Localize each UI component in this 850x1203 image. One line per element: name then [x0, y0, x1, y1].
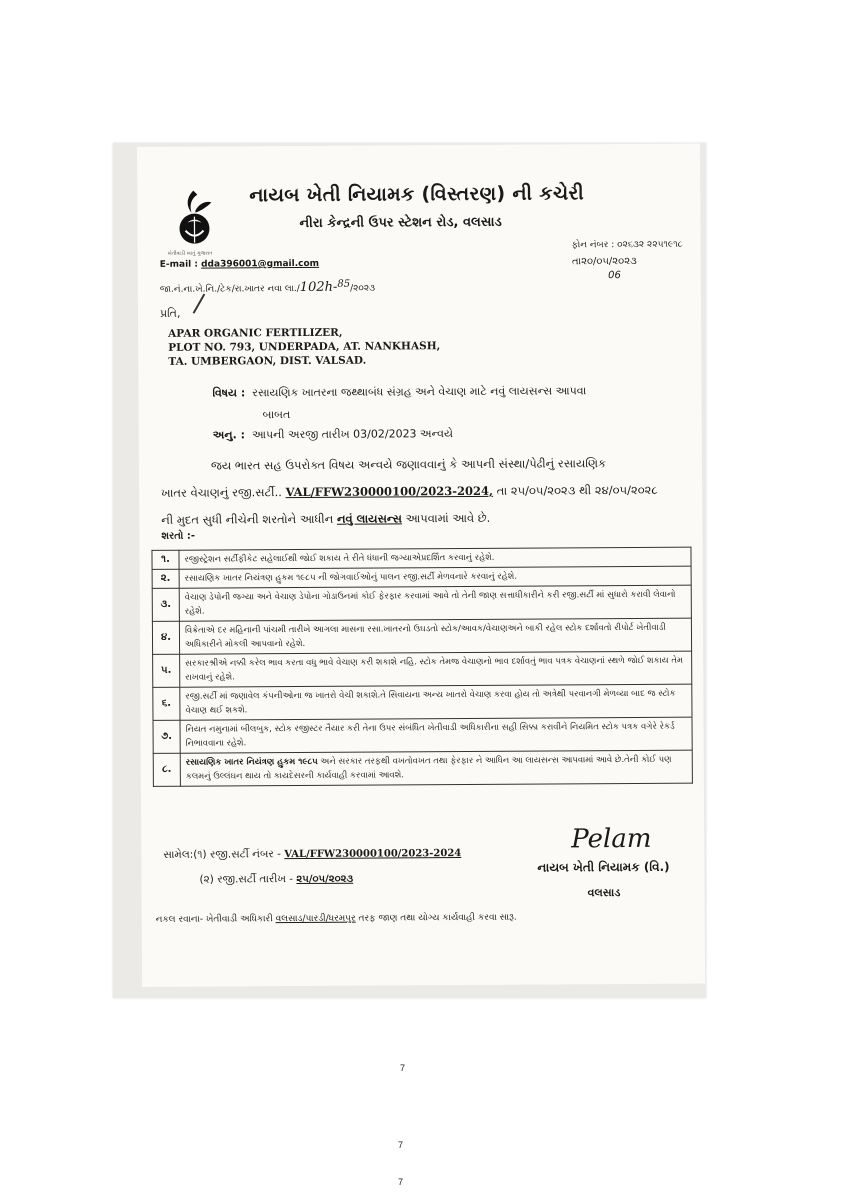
condition-number: ૪. — [152, 621, 179, 654]
page-number: 7 — [400, 1063, 406, 1073]
addressee-block — [168, 325, 440, 369]
condition-number: ૧. — [152, 550, 179, 569]
enclosures-block — [163, 841, 461, 893]
body-text: આપવામાં આવે છે. — [401, 510, 491, 526]
body-line-2 — [161, 477, 691, 507]
logo-caption: ખેતીવાડી ખાતું ગુજરાત — [167, 250, 213, 257]
body-paragraph — [161, 450, 691, 534]
enclosure-value: ૨૫/૦૫/૨૦૨૩ — [296, 873, 354, 886]
enclosure-value: VAL/FFW230000100/2023-2024 — [284, 848, 462, 861]
certificate-number: VAL/FFW230000100/2023-2024, — [285, 483, 494, 500]
copy-offices: વલસાડ/પારડી/ધરમપુર — [275, 913, 356, 925]
copy-suffix: તરફ જાણ તથા યોગ્ય કાર્યવાહી કરવા સારૂ. — [355, 912, 517, 924]
reference-label: અનુ. : — [212, 428, 246, 442]
handwritten-signature: Pelam — [571, 823, 652, 855]
to-label: પ્રતિ, — [159, 306, 181, 320]
scanned-letter — [113, 143, 706, 998]
phone-number: ફોન નંબર : ૦૨૬૩૨ ૨૨૫૧૯૧૮ — [571, 239, 683, 251]
enclosure-label: સામેલ:(૧) રજી.સર્ટી નંબર - — [163, 848, 285, 861]
office-title: નાયબ ખેતી નિયામક (વિસ્તરણ) ની કચેરી — [249, 182, 585, 207]
copy-forwarded-line — [156, 913, 517, 925]
condition-text — [180, 750, 692, 786]
office-address: નીરા કેન્દ્રની ઉપર સ્ટેશન રોડ, વલસાડ — [299, 214, 502, 232]
condition-text: વિક્રેતાએ દર મહિનાની પાંચમી તારીખે આગલા માસના રસા.ખાતરનો ઉઘડતો સ્ટોક/આવક/વેચાણઅને બાકી રહેલ સ્ટોક દર્શાવતો રીપોર્ટ ખેતીવાડી અધિકારીને મોકલી આપવાનો રહેશે. — [179, 618, 691, 654]
letter-paper — [137, 144, 705, 987]
conditions-label: શરતો :- — [161, 530, 196, 542]
validity-dates: તા ૨૫/૦૫/૨૦૨૩ થી ૨૪/૦૫/૨૦૨૮ — [493, 482, 658, 498]
reference-number — [160, 279, 375, 296]
body-text: ખાતર વેચાણનું રજી.સર્ટી.. — [161, 485, 286, 500]
agriculture-department-logo — [173, 187, 215, 249]
ref-handwritten: 102h- — [299, 279, 338, 296]
condition-row — [153, 717, 692, 753]
condition-text: રજી.સર્ટી માં જણાવેલ કંપનીઓના જ ખાતરો વેચી શકાશે.તે સિવાયના અન્ય ખાતરો વેચાણ કરવા હોય તો અત્રેથી પરવાનગી મેળવ્યા બાદ જ સ્ટોક વેચાણ થઈ શકશે. — [180, 684, 692, 720]
condition-number: ૮. — [153, 753, 180, 786]
condition-number: ૩. — [152, 588, 179, 621]
signatory-place: વલસાડ — [587, 886, 621, 900]
condition-text: સરકારશ્રીએ નક્કી કરેલ ભાવ કરતા વધુ ભાવે વેચાણ કરી શકાશે નહિ. સ્ટોક તેમજ વેચાણનો ભાવ દર્શાવતું ભાવ પત્રક વેચાણનાં સ્થળે જોઈ શકાય તેમ રાખવાનું રહેશે. — [180, 651, 692, 687]
page-number: 7 — [398, 1177, 404, 1187]
ref-year: /૨૦૨૩ — [350, 283, 376, 294]
addressee-line: TA. UMBERGAON, DIST. VALSAD. — [168, 354, 367, 368]
ref-prefix: જા.નં.ના.ખે.નિ./ટેક/રા.ખાતર નવા લા./ — [159, 284, 300, 295]
condition-rest-text: અને સરકાર તરફથી વખતોવખત તથા ફેરફાર ને આધિન આ લાયસન્સ આપવામાં આવે છે.તેની કોઈ પણ કલમનું ઉલ્લંઘન થાય તો કાયદેસરની કાર્યવાહી કરવામાં આવશે. — [185, 754, 672, 782]
condition-number: ૬. — [153, 687, 180, 720]
condition-row — [153, 684, 692, 720]
condition-row — [153, 750, 692, 786]
addressee-line: PLOT NO. 793, UNDERPADA, AT. NANKHASH, — [168, 340, 441, 354]
subject-continuation: બાબત — [262, 408, 291, 422]
condition-text: રસાયણિક ખાતર નિયંત્રણ હુકમ ૧૯૮૫ ની જોગવાઈઓનું પાલન રજી.સર્ટી મેળવનારે કરવાનું રહેશે. — [179, 566, 691, 588]
condition-row — [152, 618, 691, 654]
reference-text: આપની અરજી તારીખ 03/02/2023 અન્વયે — [251, 427, 454, 442]
condition-bold-text: રસાયણિક ખાતર નિયંત્રણ હુકમ ૧૯૮૫ — [185, 756, 318, 768]
subject-label: વિષય : — [212, 386, 246, 400]
body-line-1: જય ભારત સહ ઉપરોક્ત વિષય અન્વયે જણાવવાનું કે આપની સંસ્થા/પેઢીનું રસાયણિક — [210, 456, 607, 473]
email-label: E-mail : — [159, 259, 202, 270]
condition-row — [152, 585, 691, 621]
condition-text: વેચાણ ડેપોની જગ્યા અને વેચાણ ડેપોના ગોડાઉનમાં કોઈ ફેરફાર કરવામાં આવે તો તેની જાણ સત્તાધીકારીને કરી રજી.સર્ટી માં સુધારો કરાવી લેવાનો રહેશે. — [179, 585, 691, 621]
date-handwritten-note: 06 — [608, 270, 621, 282]
enclosure-1 — [163, 841, 461, 868]
email-line — [160, 259, 319, 270]
body-text: ની મુદત સુધી નીચેની શરતોને આધીન — [161, 511, 337, 527]
enclosure-label: (૨) રજી.સર્ટી તારીખ - — [199, 873, 297, 886]
new-license-text: નવું લાયસન્સ — [336, 511, 403, 526]
body-line-3 — [161, 504, 691, 534]
subject-text: રસાયણિક ખાતરના જથ્થાબંધ સંગ્રહ અને વેચાણ માટે નવું લાયસન્સ આપવા — [252, 384, 587, 400]
letter-date: તા૨૦/૦૫/૨૦૨૩ — [571, 255, 637, 268]
subject-block — [212, 380, 672, 427]
condition-text: નિયત નમુનામાં બીલબુક, સ્ટોક રજીસ્ટર તૈયાર કરી તેના ઉપર સંબંધિત ખેતીવાડી અધિકારીના સહી સિક્કા કરાવીને નિયમિત સ્ટોક પત્રક વગેરે રેકર્ડ નિભાવવાના રહેશે. — [180, 717, 692, 753]
condition-row — [153, 651, 692, 687]
addressee-line: APAR ORGANIC FERTILIZER, — [168, 326, 343, 340]
condition-number: ૫. — [153, 654, 180, 687]
signatory-designation: નાયબ ખેતી નિયામક (વિ.) — [537, 859, 670, 875]
conditions-table — [151, 547, 692, 787]
page-number: 7 — [398, 1140, 404, 1150]
condition-number: ૨. — [152, 569, 179, 588]
email-address: dda396001@gmail.com — [201, 258, 320, 270]
copy-prefix: નકલ રવાના- ખેતીવાડી અધિકારી — [155, 914, 276, 925]
condition-number: ૭. — [153, 720, 180, 753]
pen-mark — [193, 294, 206, 314]
enclosure-2 — [163, 866, 461, 893]
condition-text: રજીસ્ટ્રેશન સર્ટીફીકેટ સહેલાઈથી જોઈ શકાય તે રીતે ધંધાની જગ્યાએપ્રદર્શિત કરવાનું રહેશે. — [179, 547, 691, 569]
reference-line — [213, 427, 453, 442]
ref-handwritten-top: 85 — [337, 278, 351, 290]
